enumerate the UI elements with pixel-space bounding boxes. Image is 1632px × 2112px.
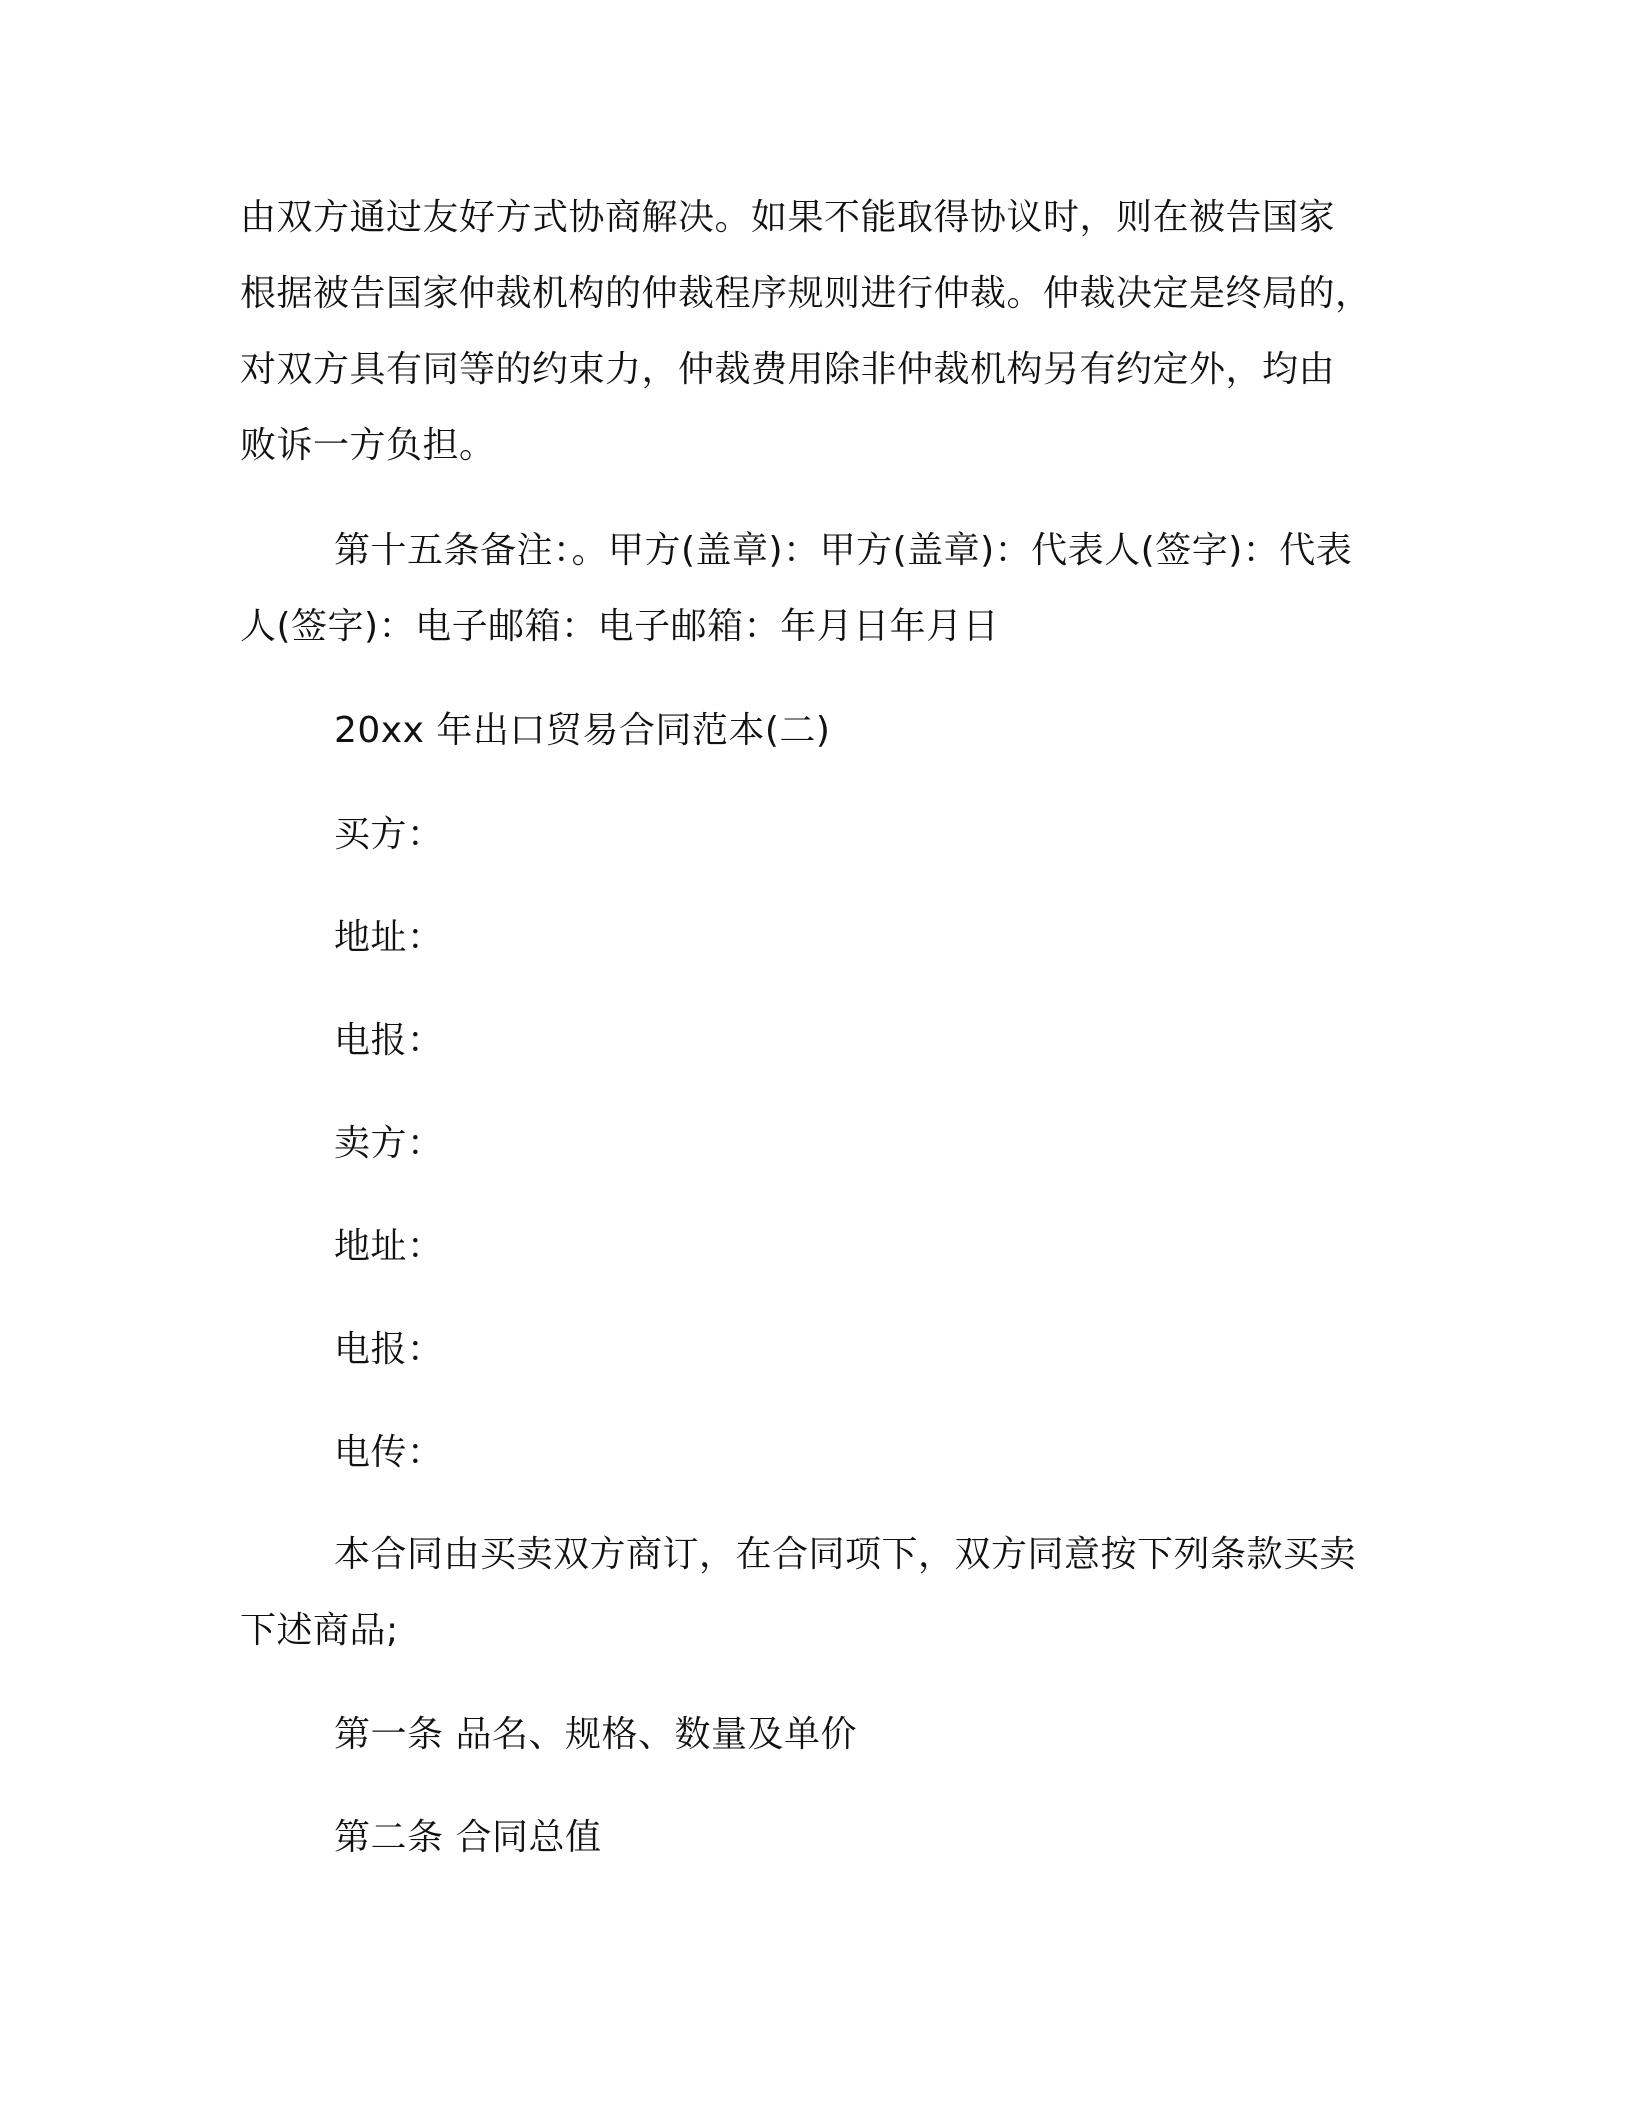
contract-title: 20xx 年出口贸易合同范本(二): [334, 710, 831, 751]
seller-address-label: 地址：: [334, 1226, 444, 1267]
arbitration-line-3: 对双方具有同等的约束力，仲裁费用除非仲裁机构另有约定外，均由: [240, 349, 1336, 390]
arbitration-line-4: 败诉一方负担。: [240, 425, 496, 466]
seller-label: 卖方：: [334, 1123, 444, 1164]
buyer-address-label: 地址：: [334, 917, 444, 958]
intro-line-2: 下述商品;: [240, 1610, 399, 1651]
remarks-line-2: 人(签字)：电子邮箱：电子邮箱：年月日年月日: [240, 606, 1000, 647]
intro-line-1: 本合同由买卖双方商订，在合同项下，双方同意按下列条款买卖: [334, 1534, 1357, 1575]
remarks-line-1: 第十五条备注：。甲方(盖章)：甲方(盖章)：代表人(签字)：代表: [334, 530, 1353, 571]
arbitration-line-1: 由双方通过友好方式协商解决。如果不能取得协议时，则在被告国家: [240, 197, 1336, 238]
article-1-heading: 第一条 品名、规格、数量及单价: [334, 1714, 857, 1755]
seller-cable-label: 电报：: [334, 1329, 444, 1370]
seller-fax-label: 电传：: [334, 1432, 444, 1473]
buyer-cable-label: 电报：: [334, 1020, 444, 1061]
buyer-label: 买方：: [334, 814, 444, 855]
article-2-heading: 第二条 合同总值: [334, 1817, 602, 1858]
arbitration-line-2: 根据被告国家仲裁机构的仲裁程序规则进行仲裁。仲裁决定是终局的，: [240, 273, 1372, 314]
